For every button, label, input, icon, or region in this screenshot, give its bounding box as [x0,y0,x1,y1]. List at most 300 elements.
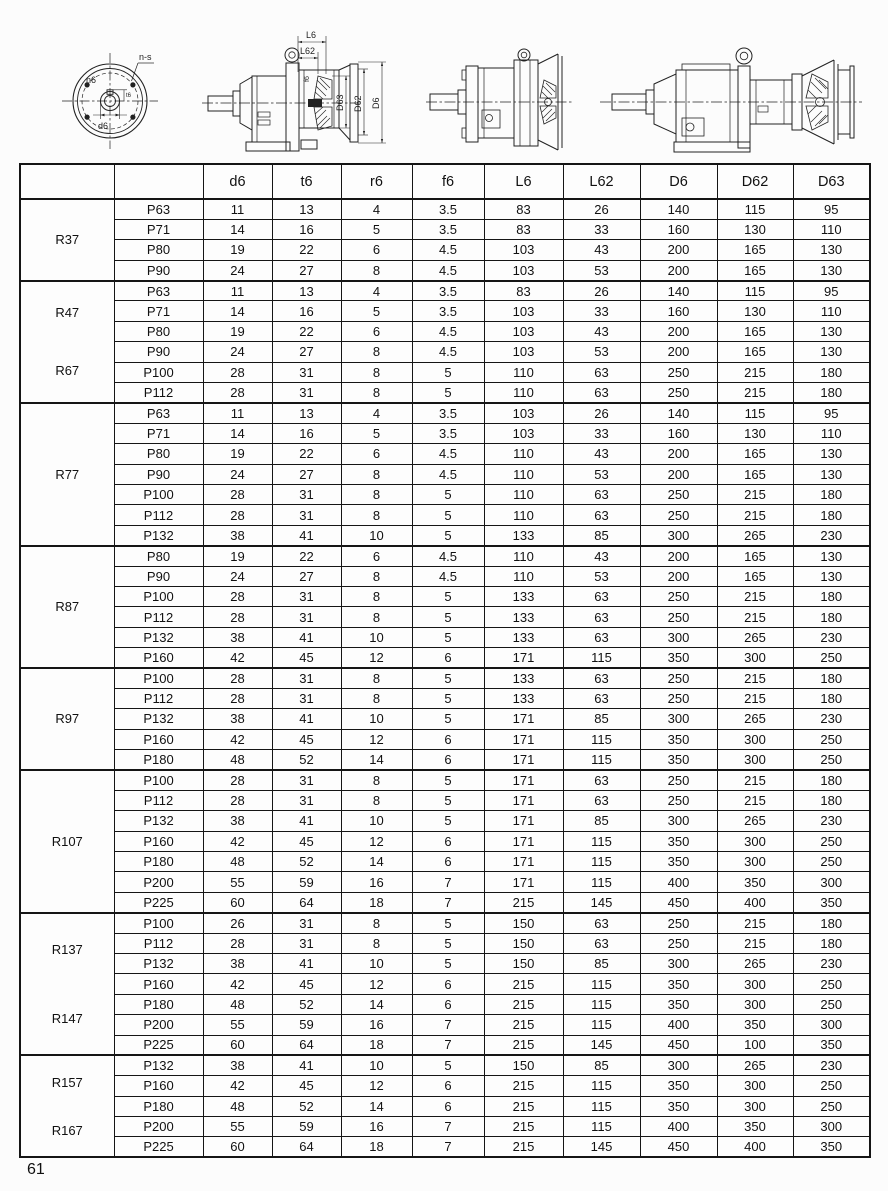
col-header-blank-1 [114,164,203,199]
bolt-hole-icon [85,115,90,120]
value-cell-d6: 350 [640,994,717,1014]
value-cell-l62: 85 [563,525,640,545]
col-header-l6: L6 [484,164,563,199]
value-cell-d62: 165 [717,342,793,362]
value-cell-l62: 53 [563,342,640,362]
value-cell-d6: 140 [640,403,717,423]
value-cell-l62: 43 [563,546,640,566]
value-cell-l6: 215 [484,994,563,1014]
value-cell-d6: 350 [640,974,717,994]
dim-l6-label: L6 [306,30,317,40]
value-cell-r6: 8 [341,260,412,280]
size-cell: P63 [114,403,203,423]
value-cell-d62: 215 [717,688,793,708]
value-cell-d62: 215 [717,607,793,627]
value-cell-f6: 6 [412,1076,484,1096]
value-cell-l6: 133 [484,607,563,627]
value-cell-r6: 10 [341,953,412,973]
value-cell-r6: 16 [341,872,412,892]
value-cell-d6: 38 [203,525,272,545]
value-cell-l62: 85 [563,1055,640,1075]
table-row [20,1055,870,1075]
size-cell: P200 [114,1015,203,1035]
value-cell-l62: 115 [563,648,640,668]
value-cell-d6: 38 [203,627,272,647]
value-cell-l6: 110 [484,505,563,525]
value-cell-d63: 130 [793,240,870,260]
value-cell-d6: 14 [203,219,272,239]
value-cell-l62: 63 [563,362,640,382]
value-cell-l62: 53 [563,566,640,586]
value-cell-l62: 63 [563,668,640,688]
value-cell-d6: 60 [203,892,272,912]
value-cell-d6: 250 [640,383,717,403]
value-cell-d63: 250 [793,852,870,872]
value-cell-r6: 8 [341,566,412,586]
value-cell-t6: 41 [272,525,341,545]
value-cell-d63: 180 [793,913,870,933]
value-cell-f6: 7 [412,1117,484,1137]
value-cell-d62: 165 [717,321,793,341]
value-cell-t6: 45 [272,648,341,668]
value-cell-d63: 230 [793,811,870,831]
value-cell-d6: 28 [203,362,272,382]
value-cell-f6: 5 [412,383,484,403]
bolt-hole-icon [130,115,135,120]
value-cell-t6: 41 [272,1055,341,1075]
size-cell: P180 [114,852,203,872]
value-cell-t6: 64 [272,1137,341,1157]
value-cell-r6: 8 [341,933,412,953]
value-cell-l6: 150 [484,953,563,973]
table-row [20,709,870,729]
value-cell-l62: 115 [563,1096,640,1116]
value-cell-l62: 53 [563,464,640,484]
group-label: R167 [51,1122,83,1138]
table-row [20,403,870,423]
value-cell-d6: 38 [203,709,272,729]
size-cell: P80 [114,240,203,260]
value-cell-f6: 5 [412,933,484,953]
value-cell-l62: 33 [563,301,640,321]
value-cell-f6: 3.5 [412,403,484,423]
size-cell: P180 [114,1096,203,1116]
group-cell-r97 [20,668,114,770]
flange-face-drawing [50,34,174,160]
value-cell-r6: 12 [341,974,412,994]
value-cell-r6: 14 [341,852,412,872]
value-cell-d6: 350 [640,750,717,770]
value-cell-l6: 103 [484,240,563,260]
value-cell-l62: 115 [563,1076,640,1096]
table-row [20,301,870,321]
value-cell-r6: 5 [341,301,412,321]
value-cell-l6: 103 [484,301,563,321]
value-cell-d6: 200 [640,260,717,280]
table-row [20,953,870,973]
value-cell-t6: 64 [272,1035,341,1055]
value-cell-f6: 3.5 [412,219,484,239]
value-cell-f6: 4.5 [412,342,484,362]
value-cell-l6: 103 [484,260,563,280]
value-cell-l62: 63 [563,688,640,708]
value-cell-d6: 28 [203,383,272,403]
value-cell-d62: 265 [717,811,793,831]
col-header-t6: t6 [272,164,341,199]
value-cell-d6: 300 [640,627,717,647]
value-cell-d62: 300 [717,831,793,851]
value-cell-d6: 160 [640,423,717,443]
value-cell-d63: 180 [793,484,870,504]
value-cell-r6: 12 [341,729,412,749]
value-cell-l62: 63 [563,607,640,627]
value-cell-l6: 103 [484,321,563,341]
value-cell-d6: 24 [203,260,272,280]
value-cell-d6: 48 [203,994,272,1014]
value-cell-l62: 115 [563,872,640,892]
value-cell-f6: 7 [412,872,484,892]
value-cell-f6: 6 [412,831,484,851]
value-cell-d62: 130 [717,423,793,443]
value-cell-d63: 130 [793,260,870,280]
table-row [20,260,870,280]
value-cell-l62: 43 [563,240,640,260]
size-cell: P132 [114,525,203,545]
value-cell-l6: 103 [484,403,563,423]
value-cell-t6: 13 [272,199,341,219]
table-row [20,342,870,362]
value-cell-d6: 250 [640,505,717,525]
value-cell-d6: 42 [203,648,272,668]
value-cell-t6: 59 [272,872,341,892]
value-cell-d63: 180 [793,770,870,790]
value-cell-r6: 14 [341,1096,412,1116]
value-cell-t6: 52 [272,1096,341,1116]
value-cell-t6: 31 [272,668,341,688]
value-cell-r6: 8 [341,770,412,790]
value-cell-f6: 5 [412,586,484,606]
value-cell-l6: 171 [484,709,563,729]
value-cell-t6: 45 [272,1076,341,1096]
value-cell-d6: 160 [640,301,717,321]
value-cell-d6: 28 [203,505,272,525]
value-cell-l6: 171 [484,729,563,749]
value-cell-r6: 8 [341,342,412,362]
value-cell-l62: 145 [563,892,640,912]
value-cell-t6: 45 [272,729,341,749]
group-cell-r157-r167 [20,1055,114,1157]
value-cell-d62: 350 [717,872,793,892]
size-cell: P132 [114,953,203,973]
value-cell-l6: 215 [484,1137,563,1157]
value-cell-r6: 8 [341,688,412,708]
value-cell-d63: 130 [793,546,870,566]
value-cell-d63: 350 [793,892,870,912]
value-cell-d6: 42 [203,831,272,851]
value-cell-l6: 103 [484,423,563,443]
value-cell-d6: 200 [640,240,717,260]
group-cell-r137-r147 [20,913,114,1056]
value-cell-d63: 180 [793,505,870,525]
spec-table [19,163,871,1158]
value-cell-l62: 85 [563,709,640,729]
table-row [20,546,870,566]
value-cell-d62: 400 [717,1137,793,1157]
table-row [20,484,870,504]
table-row [20,913,870,933]
value-cell-d63: 250 [793,648,870,668]
size-cell: P71 [114,423,203,443]
col-header-r6: r6 [341,164,412,199]
value-cell-d6: 250 [640,933,717,953]
value-cell-d6: 300 [640,525,717,545]
value-cell-f6: 6 [412,852,484,872]
value-cell-d6: 28 [203,484,272,504]
value-cell-t6: 45 [272,831,341,851]
value-cell-d63: 95 [793,199,870,219]
value-cell-d6: 19 [203,240,272,260]
size-cell: P200 [114,872,203,892]
flange-reducer-front-drawing [424,46,576,158]
value-cell-r6: 10 [341,627,412,647]
value-cell-t6: 16 [272,219,341,239]
value-cell-d6: 250 [640,586,717,606]
value-cell-d63: 130 [793,342,870,362]
size-cell: P80 [114,321,203,341]
value-cell-l62: 26 [563,199,640,219]
value-cell-d62: 265 [717,953,793,973]
value-cell-r6: 5 [341,423,412,443]
value-cell-t6: 31 [272,484,341,504]
value-cell-f6: 6 [412,1096,484,1116]
group-label: R67 [55,363,80,379]
value-cell-d63: 250 [793,729,870,749]
value-cell-d62: 300 [717,750,793,770]
value-cell-f6: 7 [412,1137,484,1157]
value-cell-t6: 59 [272,1015,341,1035]
value-cell-d6: 11 [203,281,272,301]
value-cell-t6: 31 [272,770,341,790]
value-cell-d6: 28 [203,790,272,810]
col-header-f6: f6 [412,164,484,199]
value-cell-d62: 265 [717,525,793,545]
value-cell-d62: 130 [717,301,793,321]
value-cell-d63: 180 [793,383,870,403]
size-cell: P100 [114,770,203,790]
size-cell: P160 [114,831,203,851]
value-cell-f6: 6 [412,994,484,1014]
value-cell-d63: 180 [793,362,870,382]
value-cell-r6: 14 [341,750,412,770]
value-cell-r6: 8 [341,383,412,403]
value-cell-d6: 48 [203,1096,272,1116]
value-cell-f6: 5 [412,790,484,810]
value-cell-t6: 27 [272,464,341,484]
table-row [20,240,870,260]
value-cell-d6: 48 [203,852,272,872]
value-cell-d62: 265 [717,1055,793,1075]
value-cell-d62: 215 [717,586,793,606]
value-cell-d63: 95 [793,281,870,301]
table-row [20,464,870,484]
value-cell-d62: 350 [717,1117,793,1137]
spec-table-body [20,199,870,1157]
value-cell-r6: 16 [341,1117,412,1137]
value-cell-d6: 250 [640,484,717,504]
value-cell-d6: 38 [203,1055,272,1075]
value-cell-d6: 250 [640,790,717,810]
size-cell: P71 [114,219,203,239]
value-cell-d6: 28 [203,688,272,708]
table-row [20,770,870,790]
value-cell-d6: 400 [640,1015,717,1035]
value-cell-f6: 6 [412,648,484,668]
table-row [20,219,870,239]
value-cell-l62: 115 [563,831,640,851]
value-cell-d62: 215 [717,933,793,953]
value-cell-r6: 8 [341,362,412,382]
value-cell-d63: 230 [793,525,870,545]
value-cell-t6: 31 [272,505,341,525]
value-cell-d62: 115 [717,199,793,219]
value-cell-d62: 215 [717,790,793,810]
header-row [20,164,870,199]
value-cell-t6: 45 [272,974,341,994]
value-cell-d6: 55 [203,872,272,892]
value-cell-f6: 7 [412,1015,484,1035]
value-cell-l6: 215 [484,1076,563,1096]
value-cell-t6: 59 [272,1117,341,1137]
value-cell-d62: 115 [717,403,793,423]
value-cell-r6: 6 [341,240,412,260]
value-cell-d62: 300 [717,994,793,1014]
value-cell-l6: 171 [484,750,563,770]
value-cell-d6: 42 [203,1076,272,1096]
value-cell-d63: 180 [793,790,870,810]
value-cell-d6: 24 [203,342,272,362]
value-cell-d62: 165 [717,566,793,586]
value-cell-f6: 4.5 [412,566,484,586]
value-cell-d6: 26 [203,913,272,933]
value-cell-d6: 38 [203,953,272,973]
value-cell-d6: 28 [203,586,272,606]
value-cell-l62: 145 [563,1035,640,1055]
value-cell-r6: 10 [341,709,412,729]
table-row [20,892,870,912]
table-row [20,1076,870,1096]
value-cell-d6: 250 [640,607,717,627]
value-cell-t6: 31 [272,933,341,953]
value-cell-r6: 16 [341,1015,412,1035]
size-cell: P90 [114,566,203,586]
value-cell-l62: 145 [563,1137,640,1157]
value-cell-d6: 450 [640,1035,717,1055]
value-cell-d63: 300 [793,1015,870,1035]
size-cell: P90 [114,464,203,484]
value-cell-d62: 215 [717,484,793,504]
value-cell-d6: 28 [203,668,272,688]
value-cell-t6: 22 [272,321,341,341]
value-cell-d62: 300 [717,852,793,872]
value-cell-l62: 63 [563,770,640,790]
value-cell-d6: 60 [203,1137,272,1157]
table-row [20,872,870,892]
value-cell-l6: 83 [484,219,563,239]
value-cell-l6: 110 [484,362,563,382]
value-cell-d6: 350 [640,1096,717,1116]
value-cell-l6: 103 [484,342,563,362]
value-cell-l6: 215 [484,1015,563,1035]
col-header-d62: D62 [717,164,793,199]
value-cell-f6: 5 [412,709,484,729]
value-cell-t6: 31 [272,383,341,403]
value-cell-d63: 130 [793,444,870,464]
size-cell: P180 [114,750,203,770]
size-cell: P100 [114,362,203,382]
value-cell-l6: 215 [484,1117,563,1137]
table-row [20,525,870,545]
value-cell-l62: 63 [563,383,640,403]
value-cell-d6: 48 [203,750,272,770]
value-cell-d62: 350 [717,1015,793,1035]
size-cell: P160 [114,974,203,994]
table-row [20,627,870,647]
value-cell-d6: 140 [640,281,717,301]
value-cell-f6: 4.5 [412,240,484,260]
value-cell-d62: 215 [717,505,793,525]
size-cell: P225 [114,1035,203,1055]
table-row [20,423,870,443]
value-cell-d62: 300 [717,729,793,749]
table-row [20,1096,870,1116]
value-cell-l6: 133 [484,586,563,606]
value-cell-d62: 100 [717,1035,793,1055]
value-cell-d6: 55 [203,1117,272,1137]
value-cell-t6: 41 [272,709,341,729]
value-cell-d6: 250 [640,688,717,708]
value-cell-r6: 8 [341,505,412,525]
col-header-d6: d6 [203,164,272,199]
value-cell-d6: 55 [203,1015,272,1035]
value-cell-d63: 180 [793,586,870,606]
value-cell-l6: 110 [484,566,563,586]
value-cell-t6: 22 [272,444,341,464]
value-cell-l6: 171 [484,790,563,810]
value-cell-d63: 300 [793,1117,870,1137]
value-cell-d63: 230 [793,953,870,973]
value-cell-r6: 10 [341,811,412,831]
value-cell-r6: 8 [341,464,412,484]
value-cell-l6: 133 [484,627,563,647]
value-cell-l6: 133 [484,688,563,708]
value-cell-f6: 7 [412,892,484,912]
dimensioned-side-view-drawing [200,14,396,162]
value-cell-f6: 5 [412,668,484,688]
key-depth-label: t6 [126,93,132,99]
size-cell: P112 [114,505,203,525]
value-cell-r6: 6 [341,321,412,341]
value-cell-d6: 200 [640,342,717,362]
size-cell: P132 [114,1055,203,1075]
value-cell-t6: 64 [272,892,341,912]
value-cell-d63: 250 [793,974,870,994]
value-cell-l6: 215 [484,974,563,994]
col-header-l62: L62 [563,164,640,199]
group-label: R77 [55,466,80,482]
value-cell-d62: 215 [717,913,793,933]
value-cell-r6: 8 [341,913,412,933]
size-cell: P132 [114,709,203,729]
